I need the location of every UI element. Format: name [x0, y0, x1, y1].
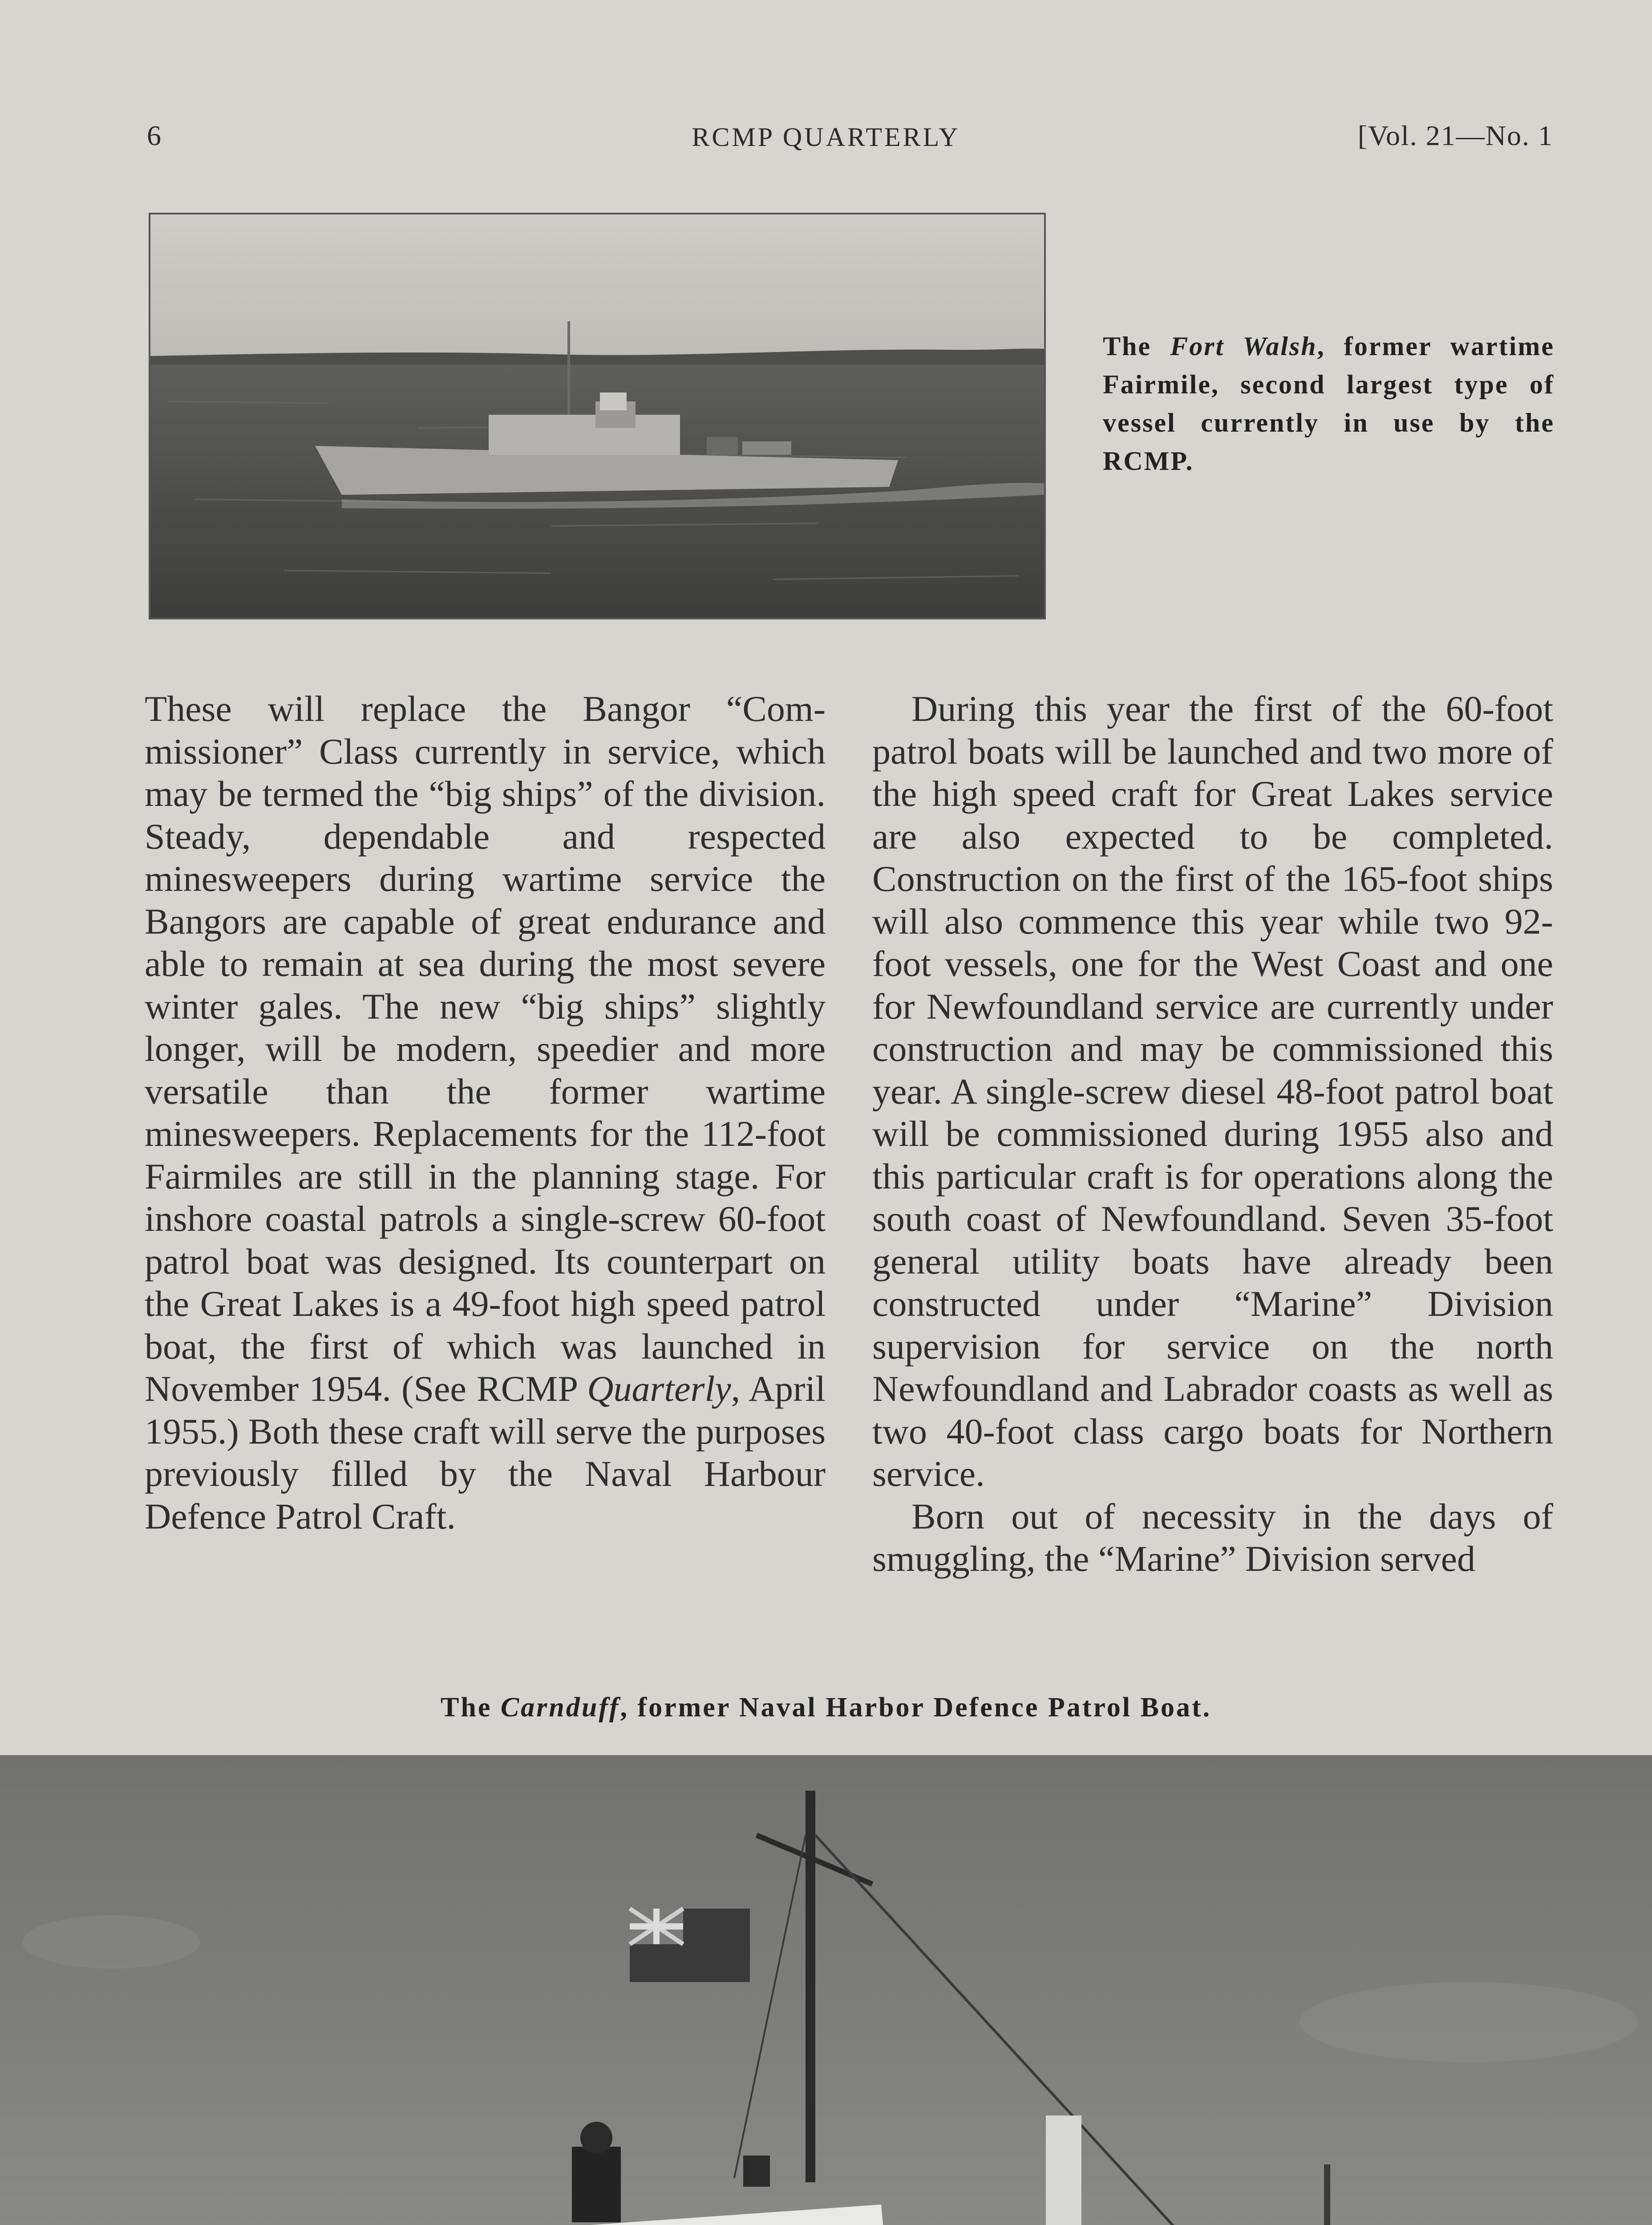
carnduff-caption — [0, 1692, 1652, 1723]
article-column-left — [145, 688, 826, 1537]
caption-prefix: The — [1103, 332, 1170, 361]
caption-text: , former Naval Harbor Defence Patrol Boat. — [620, 1692, 1211, 1723]
fort-walsh-image — [150, 214, 1044, 618]
paragraph-text: These will replace the Bangor “Commissioner” Class currently in service, which may be termed the “big ships” of the division. Steady, dependable and respected minesweepers during wartime service the Bangors are capable of great endurance and able to remain at sea during the most severe winter gales. The new “big ships” slightly longer, will be modern, speedier and more versatile than the former wartime minesweepers. Replacements for the 112-foot Fairmiles are still in the planning stage. For inshore coastal patrols a single-screw 60-foot patrol boat was designed. Its counterpart on the Great Lakes is a 49-foot high speed patrol boat, the first of which was launched in November 1954. (See RCMP — [145, 688, 826, 1409]
paragraph: During this year the first of the 60-foot patrol boats will be launched and two more of the high speed craft for Great Lakes service are also expected to be completed. Construction on the first of the 165-foot ships will also commence this year while two 92-foot vessels, one for the West Coast and one for Newfoundland service are currently under construction and may be commissioned this year. A single-screw diesel 48-foot patrol boat will be commissioned during 1955 also and this particular craft is for operations along the south coast of Newfoundland. Seven 35-foot general utility boats have already been constructed under “Marine” Division supervision for service on the north Newfoundland and Labrador coasts as well as two 40-foot class cargo boats for Northern service. — [872, 688, 1553, 1494]
issue-label: [Vol. 21—No. 1 — [1357, 120, 1553, 151]
fort-walsh-caption — [1103, 327, 1555, 480]
carnduff-photo — [0, 1755, 1652, 2225]
ship-name: Fort Walsh — [1170, 332, 1317, 361]
paragraph: Born out of necessity in the days of smuggling, the “Marine” Division served — [872, 1496, 1553, 1579]
publication-title: Quarterly — [587, 1368, 731, 1409]
carnduff-image — [0, 1755, 1652, 2225]
running-header — [0, 119, 1652, 168]
caption-text: , former wartime Fairmile, second largest type of vessel currently in use by the RCMP. — [1103, 332, 1555, 476]
article-column-right — [872, 688, 1553, 1580]
journal-title: RCMP QUARTERLY — [692, 122, 960, 152]
caption-prefix: The — [441, 1692, 501, 1723]
paragraph — [145, 688, 826, 1537]
paragraph-text: , April 1955.) Both these craft will serve the purposes previously filled by the Naval Harbour Defence Patrol Craft. — [145, 1368, 826, 1537]
fort-walsh-photo — [149, 213, 1046, 619]
page-number: 6 — [147, 120, 162, 151]
ship-name: Carnduff — [500, 1692, 620, 1723]
